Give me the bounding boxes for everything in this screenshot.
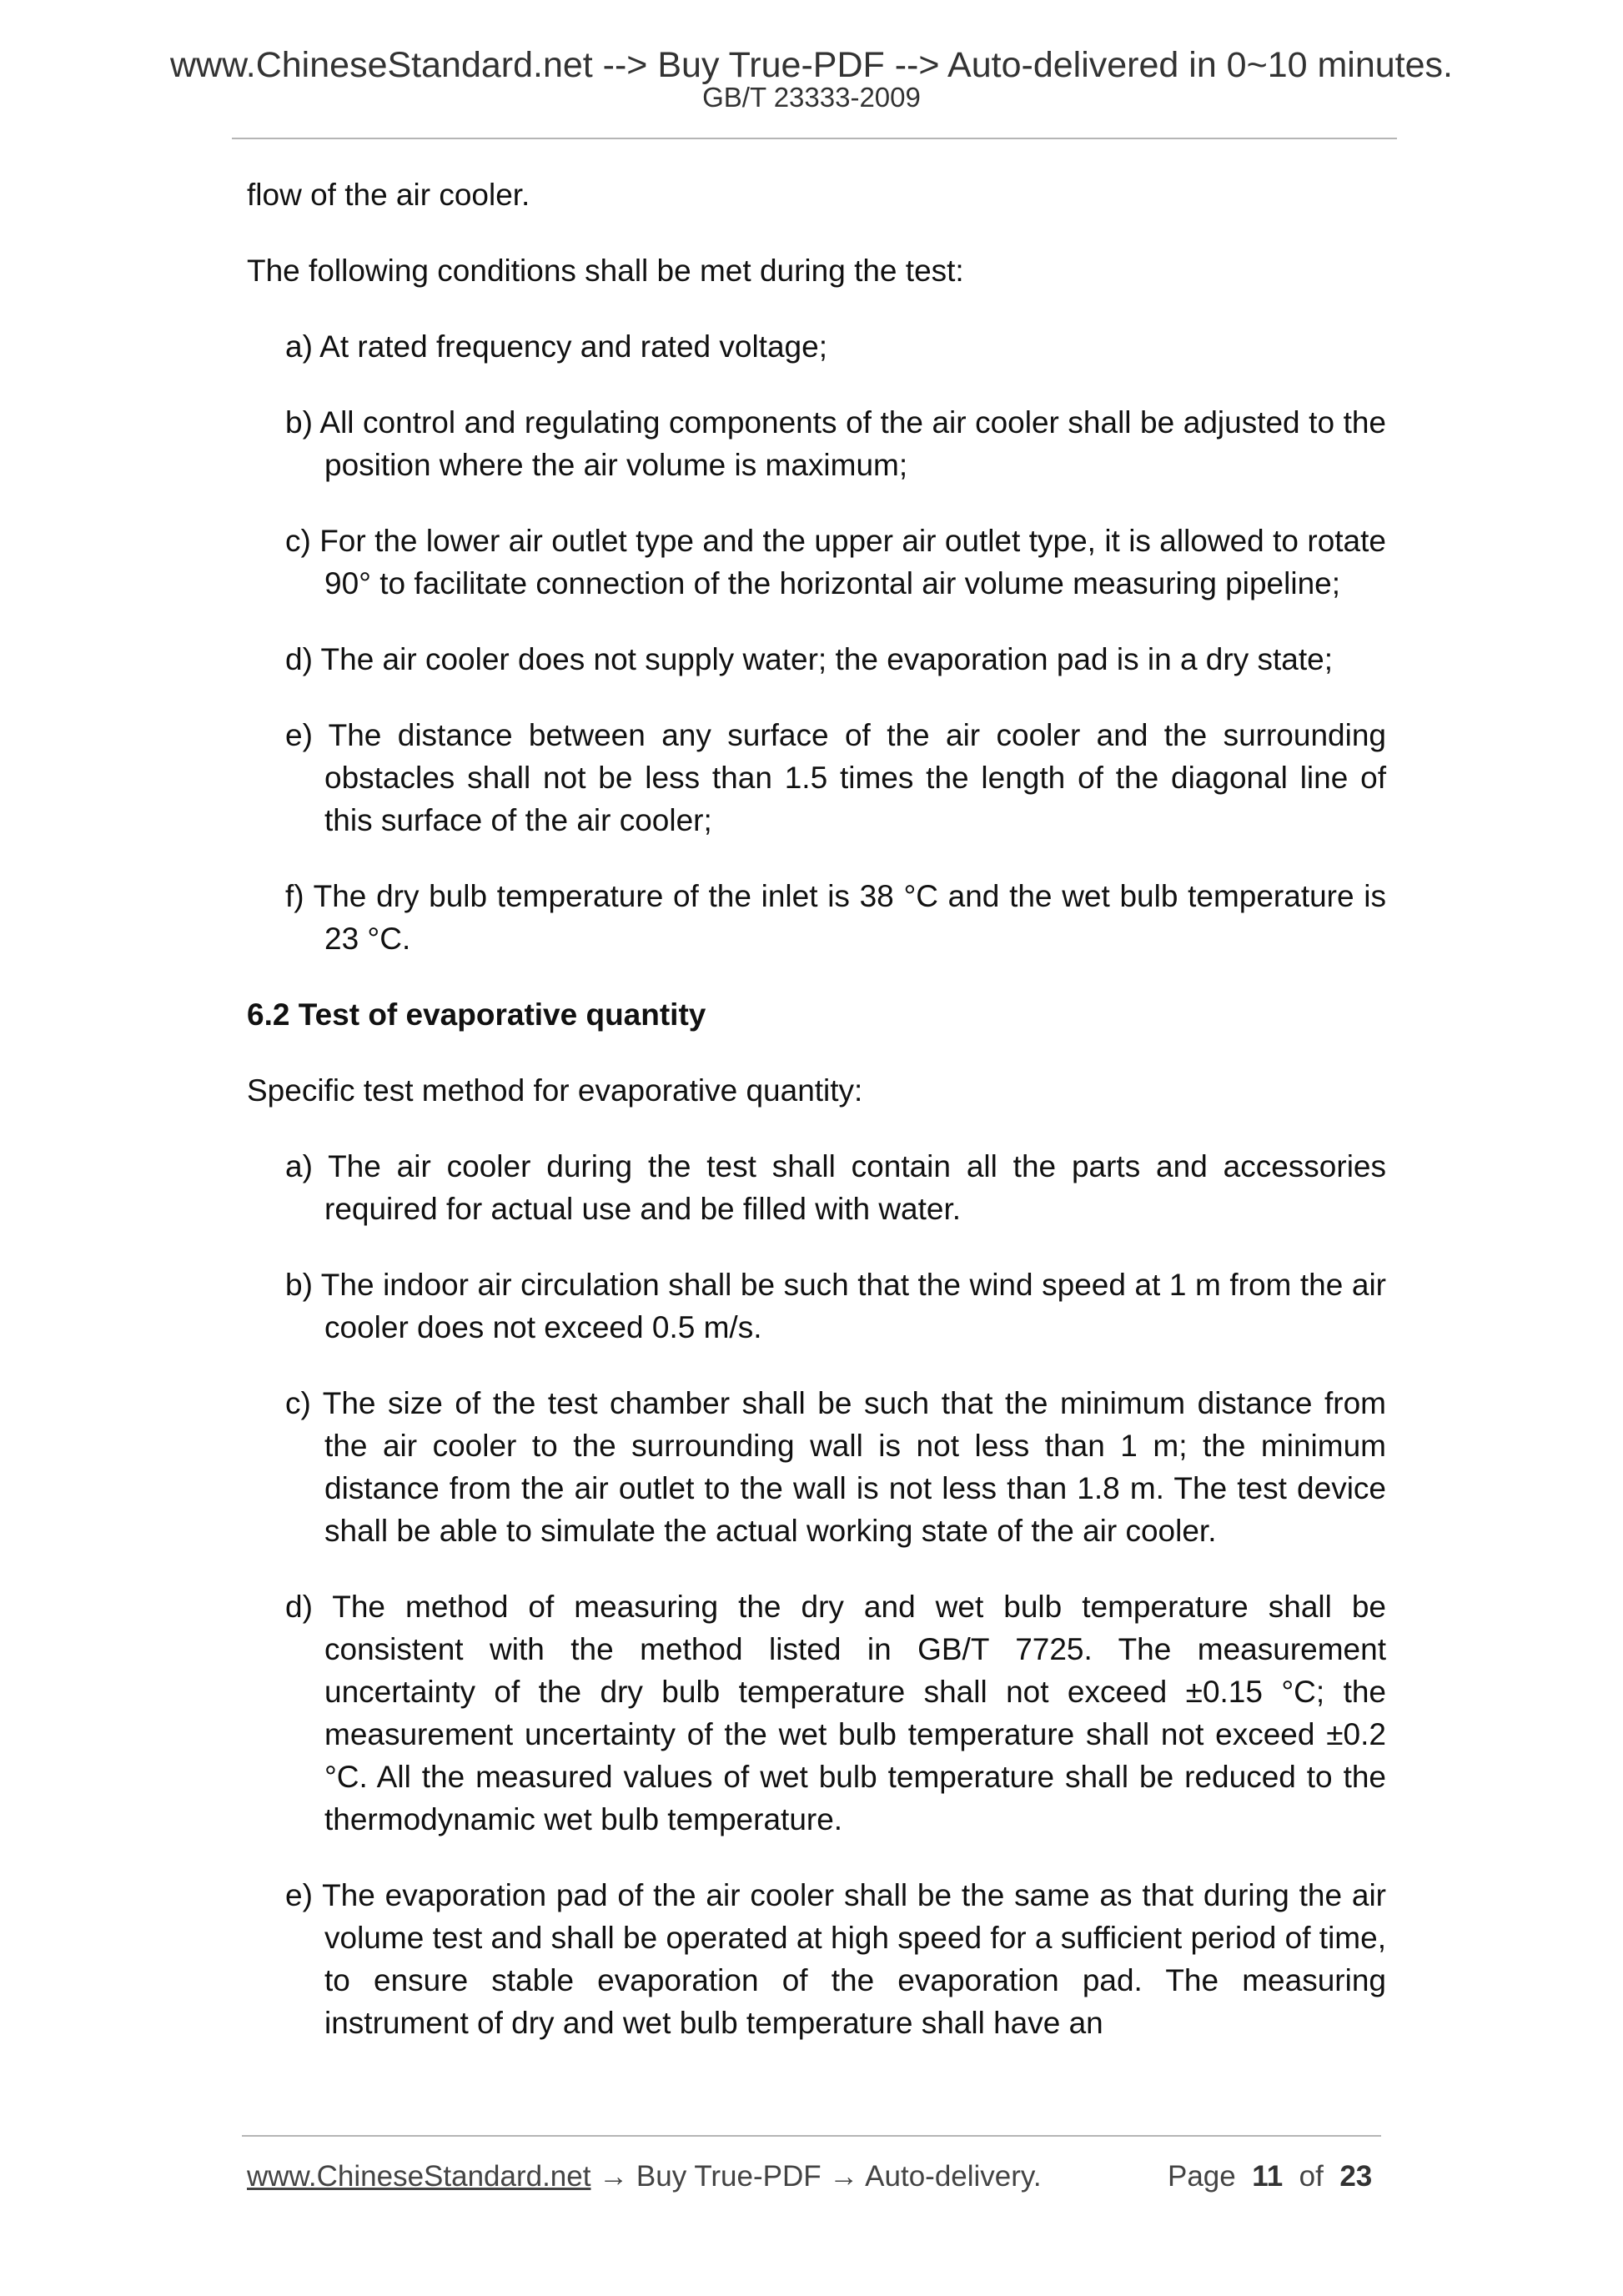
page-number: 11 xyxy=(1252,2160,1284,2193)
method-intro: Specific test method for evaporative quantity: xyxy=(247,1073,863,1108)
standard-number: GB/T 23333-2009 xyxy=(702,82,921,113)
condition-item-a: a) At rated frequency and rated voltage; xyxy=(285,329,827,364)
method-item-d: d) The method of measuring the dry and wet bulb temperature shall be consistent with the method listed in GB/T 7725. The measurement uncertainty of the dry bulb temperature shall not exceed ±0.15 °C; the measurement uncertainty of the wet bulb temperature shall not exceed ±0.2 °C. All the measured values of wet bulb temperature shall be reduced to the thermodynamic wet bulb temperature. xyxy=(285,1590,1386,1836)
method-item-c: c) The size of the test chamber shall be such that the minimum distance from the air cooler to the surrounding wall is not less than 1 m; the minimum distance from the air outlet to the wall is not less than 1.8 m. The test device shall be able to simulate the actual working state of the air cooler. xyxy=(285,1386,1386,1548)
page-label: Page xyxy=(1168,2160,1236,2193)
page-indicator xyxy=(1168,2158,1372,2195)
total-pages: 23 xyxy=(1339,2160,1373,2193)
footer-links xyxy=(247,2158,1042,2195)
condition-item-f: f) The dry bulb temperature of the inlet is 38 °C and the wet bulb temperature is 23 °C. xyxy=(285,879,1386,956)
footer-site-link[interactable]: www.ChineseStandard.net xyxy=(247,2160,591,2193)
condition-item-e: e) The distance between any surface of the air cooler and the surrounding obstacles shall not be less than 1.5 times the length of the diagonal line of this surface of the air cooler; xyxy=(285,718,1386,837)
section-heading: 6.2 Test of evaporative quantity xyxy=(247,997,706,1032)
method-item-a: a) The air cooler during the test shall contain all the parts and accessories required for actual use and be filled with water. xyxy=(285,1149,1386,1226)
continuation-paragraph: flow of the air cooler. xyxy=(247,178,530,212)
condition-item-b: b) All control and regulating components of the air cooler shall be adjusted to the position where the air volume is maximum; xyxy=(285,405,1386,482)
method-item-e: e) The evaporation pad of the air cooler shall be the same as that during the air volume test and shall be operated at high speed for a sufficient period of time, to ensure stable evaporation of the evaporation pad. The measuring instrument of dry and wet bulb temperature shall have an xyxy=(285,1878,1386,2040)
of-label: of xyxy=(1299,2160,1324,2193)
header-banner: www.ChineseStandard.net --> Buy True-PDF --> Auto-delivered in 0~10 minutes. xyxy=(169,45,1453,85)
header-divider xyxy=(232,138,1397,139)
footer-tagline: → Buy True-PDF → Auto-delivery. xyxy=(590,2160,1042,2193)
conditions-intro: The following conditions shall be met during the test: xyxy=(247,254,964,288)
footer-divider xyxy=(242,2135,1381,2137)
method-item-b: b) The indoor air circulation shall be such that the wind speed at 1 m from the air cooler does not exceed 0.5 m/s. xyxy=(285,1268,1386,1344)
page-body xyxy=(247,173,1386,2077)
condition-item-c: c) For the lower air outlet type and the upper air outlet type, it is allowed to rotate 90° to facilitate connection of the horizontal air volume measuring pipeline; xyxy=(285,524,1386,600)
condition-item-d: d) The air cooler does not supply water; the evaporation pad is in a dry state; xyxy=(285,642,1333,676)
